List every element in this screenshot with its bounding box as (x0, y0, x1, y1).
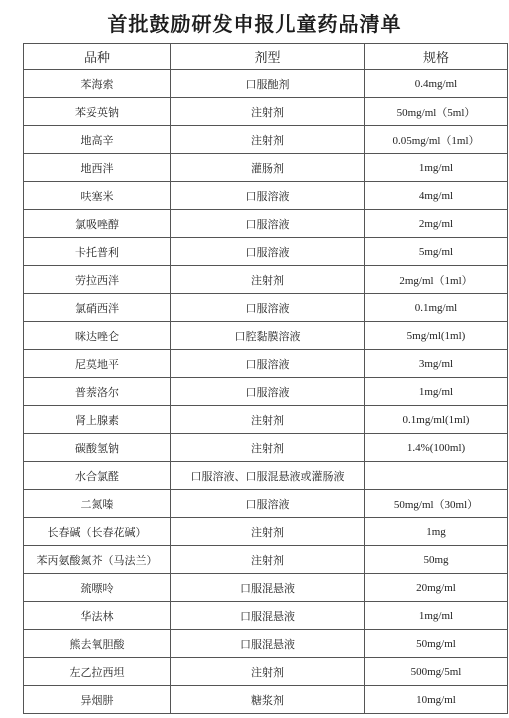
cell-spec: 3mg/ml (365, 350, 508, 378)
cell-name: 氯硝西泮 (24, 294, 171, 322)
table-row (24, 462, 508, 490)
table-row (24, 350, 508, 378)
cell-form: 口服溶液 (171, 350, 365, 378)
cell-form: 口服溶液 (171, 210, 365, 238)
table-row (24, 546, 508, 574)
cell-form: 注射剂 (171, 434, 365, 462)
drug-list-table (23, 43, 508, 714)
cell-form: 糖浆剂 (171, 686, 365, 714)
table-row (24, 490, 508, 518)
cell-name: 地西泮 (24, 154, 171, 182)
cell-spec: 20mg/ml (365, 574, 508, 602)
cell-spec: 50mg/ml (365, 630, 508, 658)
cell-form: 注射剂 (171, 266, 365, 294)
cell-name: 氯吸唑醇 (24, 210, 171, 238)
table-row (24, 210, 508, 238)
cell-spec: 1mg/ml (365, 378, 508, 406)
cell-form: 注射剂 (171, 518, 365, 546)
cell-spec: 1mg/ml (365, 602, 508, 630)
table-row (24, 658, 508, 686)
cell-form: 口服酏剂 (171, 70, 365, 98)
cell-name: 咪达唑仑 (24, 322, 171, 350)
table-row (24, 238, 508, 266)
cell-name: 劳拉西泮 (24, 266, 171, 294)
cell-name: 苯海索 (24, 70, 171, 98)
cell-name: 异烟肼 (24, 686, 171, 714)
table-row (24, 574, 508, 602)
cell-name: 卡托普利 (24, 238, 171, 266)
table-row (24, 518, 508, 546)
cell-spec: 0.05mg/ml（1ml） (365, 126, 508, 154)
cell-spec: 5mg/ml(1ml) (365, 322, 508, 350)
cell-spec: 4mg/ml (365, 182, 508, 210)
cell-name: 呋塞米 (24, 182, 171, 210)
cell-name: 苯妥英钠 (24, 98, 171, 126)
table-header-row (24, 44, 508, 70)
cell-form: 口腔黏膜溶液 (171, 322, 365, 350)
cell-spec: 1mg/ml (365, 154, 508, 182)
cell-name: 肾上腺素 (24, 406, 171, 434)
cell-form: 口服溶液、口服混悬液或灌肠液 (171, 462, 365, 490)
cell-spec: 1mg (365, 518, 508, 546)
cell-form: 注射剂 (171, 406, 365, 434)
cell-spec (365, 462, 508, 490)
table-row (24, 322, 508, 350)
cell-spec: 0.1mg/ml (365, 294, 508, 322)
table-row (24, 630, 508, 658)
cell-name: 长春碱（长春花碱） (24, 518, 171, 546)
cell-form: 灌肠剂 (171, 154, 365, 182)
cell-name: 尼莫地平 (24, 350, 171, 378)
table-row (24, 294, 508, 322)
cell-spec: 2mg/ml (365, 210, 508, 238)
cell-name: 华法林 (24, 602, 171, 630)
table-row (24, 602, 508, 630)
header-name: 品种 (24, 44, 171, 70)
cell-form: 口服溶液 (171, 294, 365, 322)
cell-name: 巯嘌呤 (24, 574, 171, 602)
cell-spec: 50mg (365, 546, 508, 574)
cell-form: 注射剂 (171, 98, 365, 126)
cell-form: 口服溶液 (171, 238, 365, 266)
cell-name: 碳酸氢钠 (24, 434, 171, 462)
document-title: 首批鼓励研发申报儿童药品清单 (107, 12, 402, 36)
cell-name: 左乙拉西坦 (24, 658, 171, 686)
cell-form: 口服溶液 (171, 378, 365, 406)
cell-spec: 1.4%(100ml) (365, 434, 508, 462)
table-row (24, 126, 508, 154)
cell-name: 二氮嗪 (24, 490, 171, 518)
cell-spec: 2mg/ml（1ml） (365, 266, 508, 294)
cell-name: 熊去氧胆酸 (24, 630, 171, 658)
cell-spec: 10mg/ml (365, 686, 508, 714)
cell-spec: 5mg/ml (365, 238, 508, 266)
cell-form: 注射剂 (171, 126, 365, 154)
table-row (24, 378, 508, 406)
cell-spec: 50mg/ml（30ml） (365, 490, 508, 518)
cell-form: 口服溶液 (171, 182, 365, 210)
table-row (24, 266, 508, 294)
table-row (24, 98, 508, 126)
cell-form: 口服混悬液 (171, 574, 365, 602)
header-spec: 规格 (365, 44, 508, 70)
cell-spec: 0.1mg/ml(1ml) (365, 406, 508, 434)
cell-name: 普萘洛尔 (24, 378, 171, 406)
table-row (24, 182, 508, 210)
table-row (24, 434, 508, 462)
table-row (24, 686, 508, 714)
cell-form: 口服混悬液 (171, 602, 365, 630)
cell-form: 注射剂 (171, 658, 365, 686)
cell-form: 口服溶液 (171, 490, 365, 518)
cell-name: 水合氯醛 (24, 462, 171, 490)
cell-form: 注射剂 (171, 546, 365, 574)
cell-spec: 500mg/5ml (365, 658, 508, 686)
cell-name: 地高辛 (24, 126, 171, 154)
cell-form: 口服混悬液 (171, 630, 365, 658)
cell-spec: 50mg/ml（5ml） (365, 98, 508, 126)
table-row (24, 154, 508, 182)
header-form: 剂型 (171, 44, 365, 70)
cell-name: 苯丙氨酸氮芥（马法兰） (24, 546, 171, 574)
table-row (24, 406, 508, 434)
table-row (24, 70, 508, 98)
cell-spec: 0.4mg/ml (365, 70, 508, 98)
